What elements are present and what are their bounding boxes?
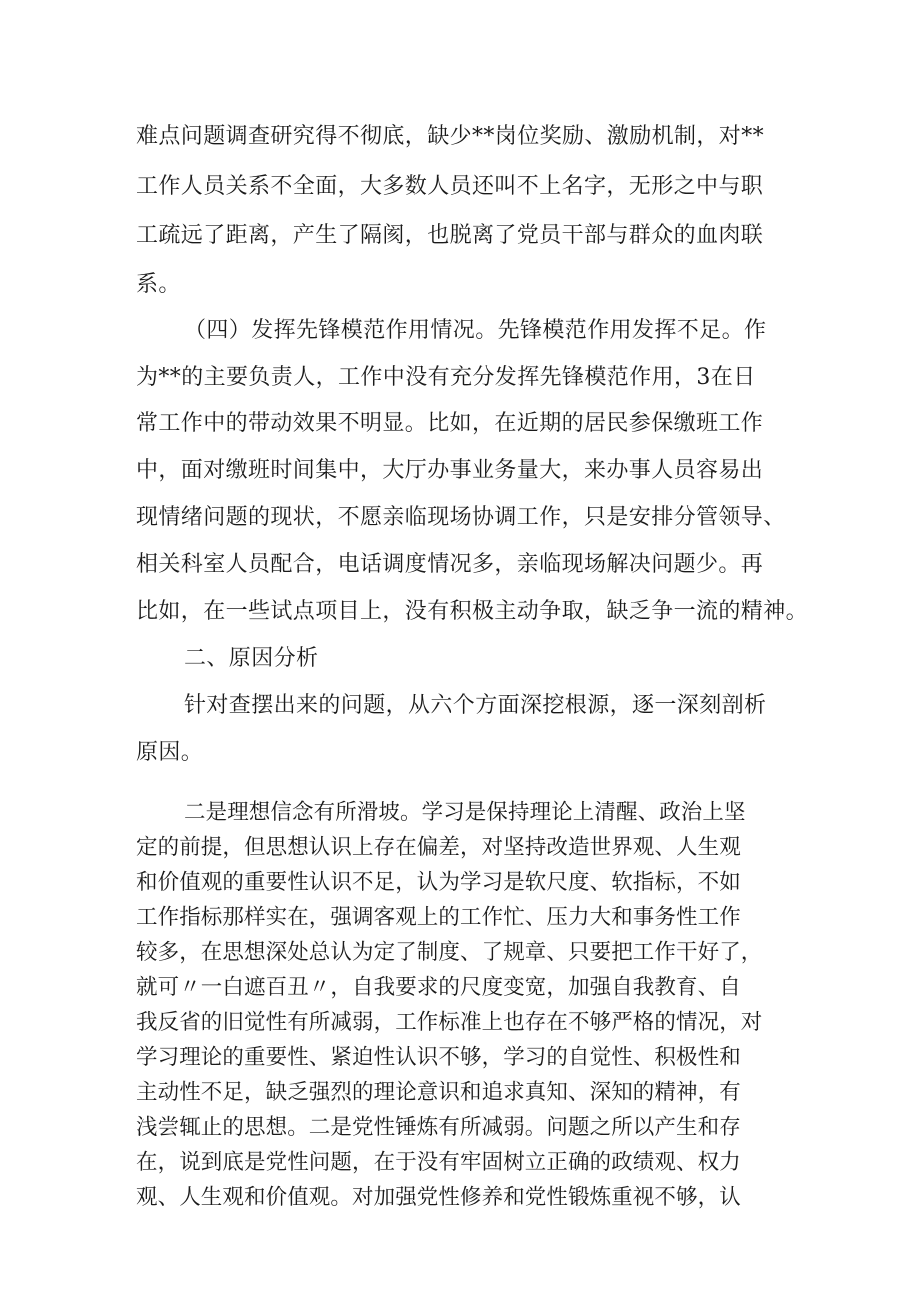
- text-line: 就可〃一白遮百丑〃，自我要求的尺度变宽，加强自我教育、自: [136, 975, 741, 1000]
- text-line: 相关科室人员配合，电话调度情况多，亲临现场解决问题少。再: [136, 552, 764, 577]
- section-heading-4: （四）发挥先锋模范作用情况。先锋模范作用发挥不足。作: [184, 318, 767, 343]
- text-line: 针对查摆出来的问题，从六个方面深挖根源，逐一深刻剖析: [184, 693, 767, 718]
- section-heading-cause-analysis: 二、原因分析: [184, 646, 319, 671]
- text-line: 学习理论的重要性、紧迫性认识不够，学习的自觉性、积极性和: [136, 1045, 741, 1070]
- text-line: 定的前提，但思想认识上存在偏差，对坚持改造世界观、人生观: [136, 835, 741, 860]
- text-line: 较多，在思想深处总认为定了制度、了规章、只要把工作干好了，: [136, 940, 763, 965]
- text-line: 为**的主要负责人，工作中没有充分发挥先锋模范作用，3在日: [136, 365, 756, 390]
- text-line: 观、人生观和价值观。对加强党性修养和党性锻炼重视不够，认: [136, 1185, 741, 1210]
- text-line: 难点问题调查研究得不彻底，缺少**岗位奖励、激励机制，对**: [136, 124, 765, 149]
- text-line: 在，说到底是党性问题，在于没有牢固树立正确的政绩观、权力: [136, 1150, 741, 1175]
- text-line: 工作指标那样实在，强调客观上的工作忙、压力大和事务性工作: [136, 905, 741, 930]
- text-line: 二是理想信念有所滑坡。学习是保持理论上清醒、政治上坚: [184, 800, 746, 825]
- text-line: 主动性不足，缺乏强烈的理论意识和追求真知、深知的精神，有: [136, 1080, 741, 1105]
- text-line: 工作人员关系不全面，大多数人员还叫不上名字，无形之中与职: [136, 174, 764, 199]
- text-line: 常工作中的带动效果不明显。比如，在近期的居民参保缴班工作: [136, 411, 764, 436]
- text-line: 我反省的旧觉性有所减弱，工作标准上也存在不够严格的情况，对: [136, 1010, 763, 1035]
- text-line: 工疏远了距离，产生了隔阂，也脱离了党员干部与群众的血肉联: [136, 223, 764, 248]
- text-line: 系。: [136, 272, 181, 297]
- text-line: 浅尝辄止的思想。二是党性锤炼有所减弱。问题之所以产生和存: [136, 1115, 741, 1140]
- text-line: 和价值观的重要性认识不足，认为学习是软尺度、软指标，不如: [136, 870, 741, 895]
- text-line: 中，面对缴班时间集中，大厅办事业务量大，来办事人员容易出: [136, 458, 764, 483]
- text-line: 比如，在一些试点项目上，没有积极主动争取，缺乏争一流的精神。: [136, 599, 809, 624]
- text-line: 原因。: [136, 740, 204, 765]
- text-line: 现情绪问题的现状，不愿亲临现场协调工作，只是安排分管领导、: [136, 505, 786, 530]
